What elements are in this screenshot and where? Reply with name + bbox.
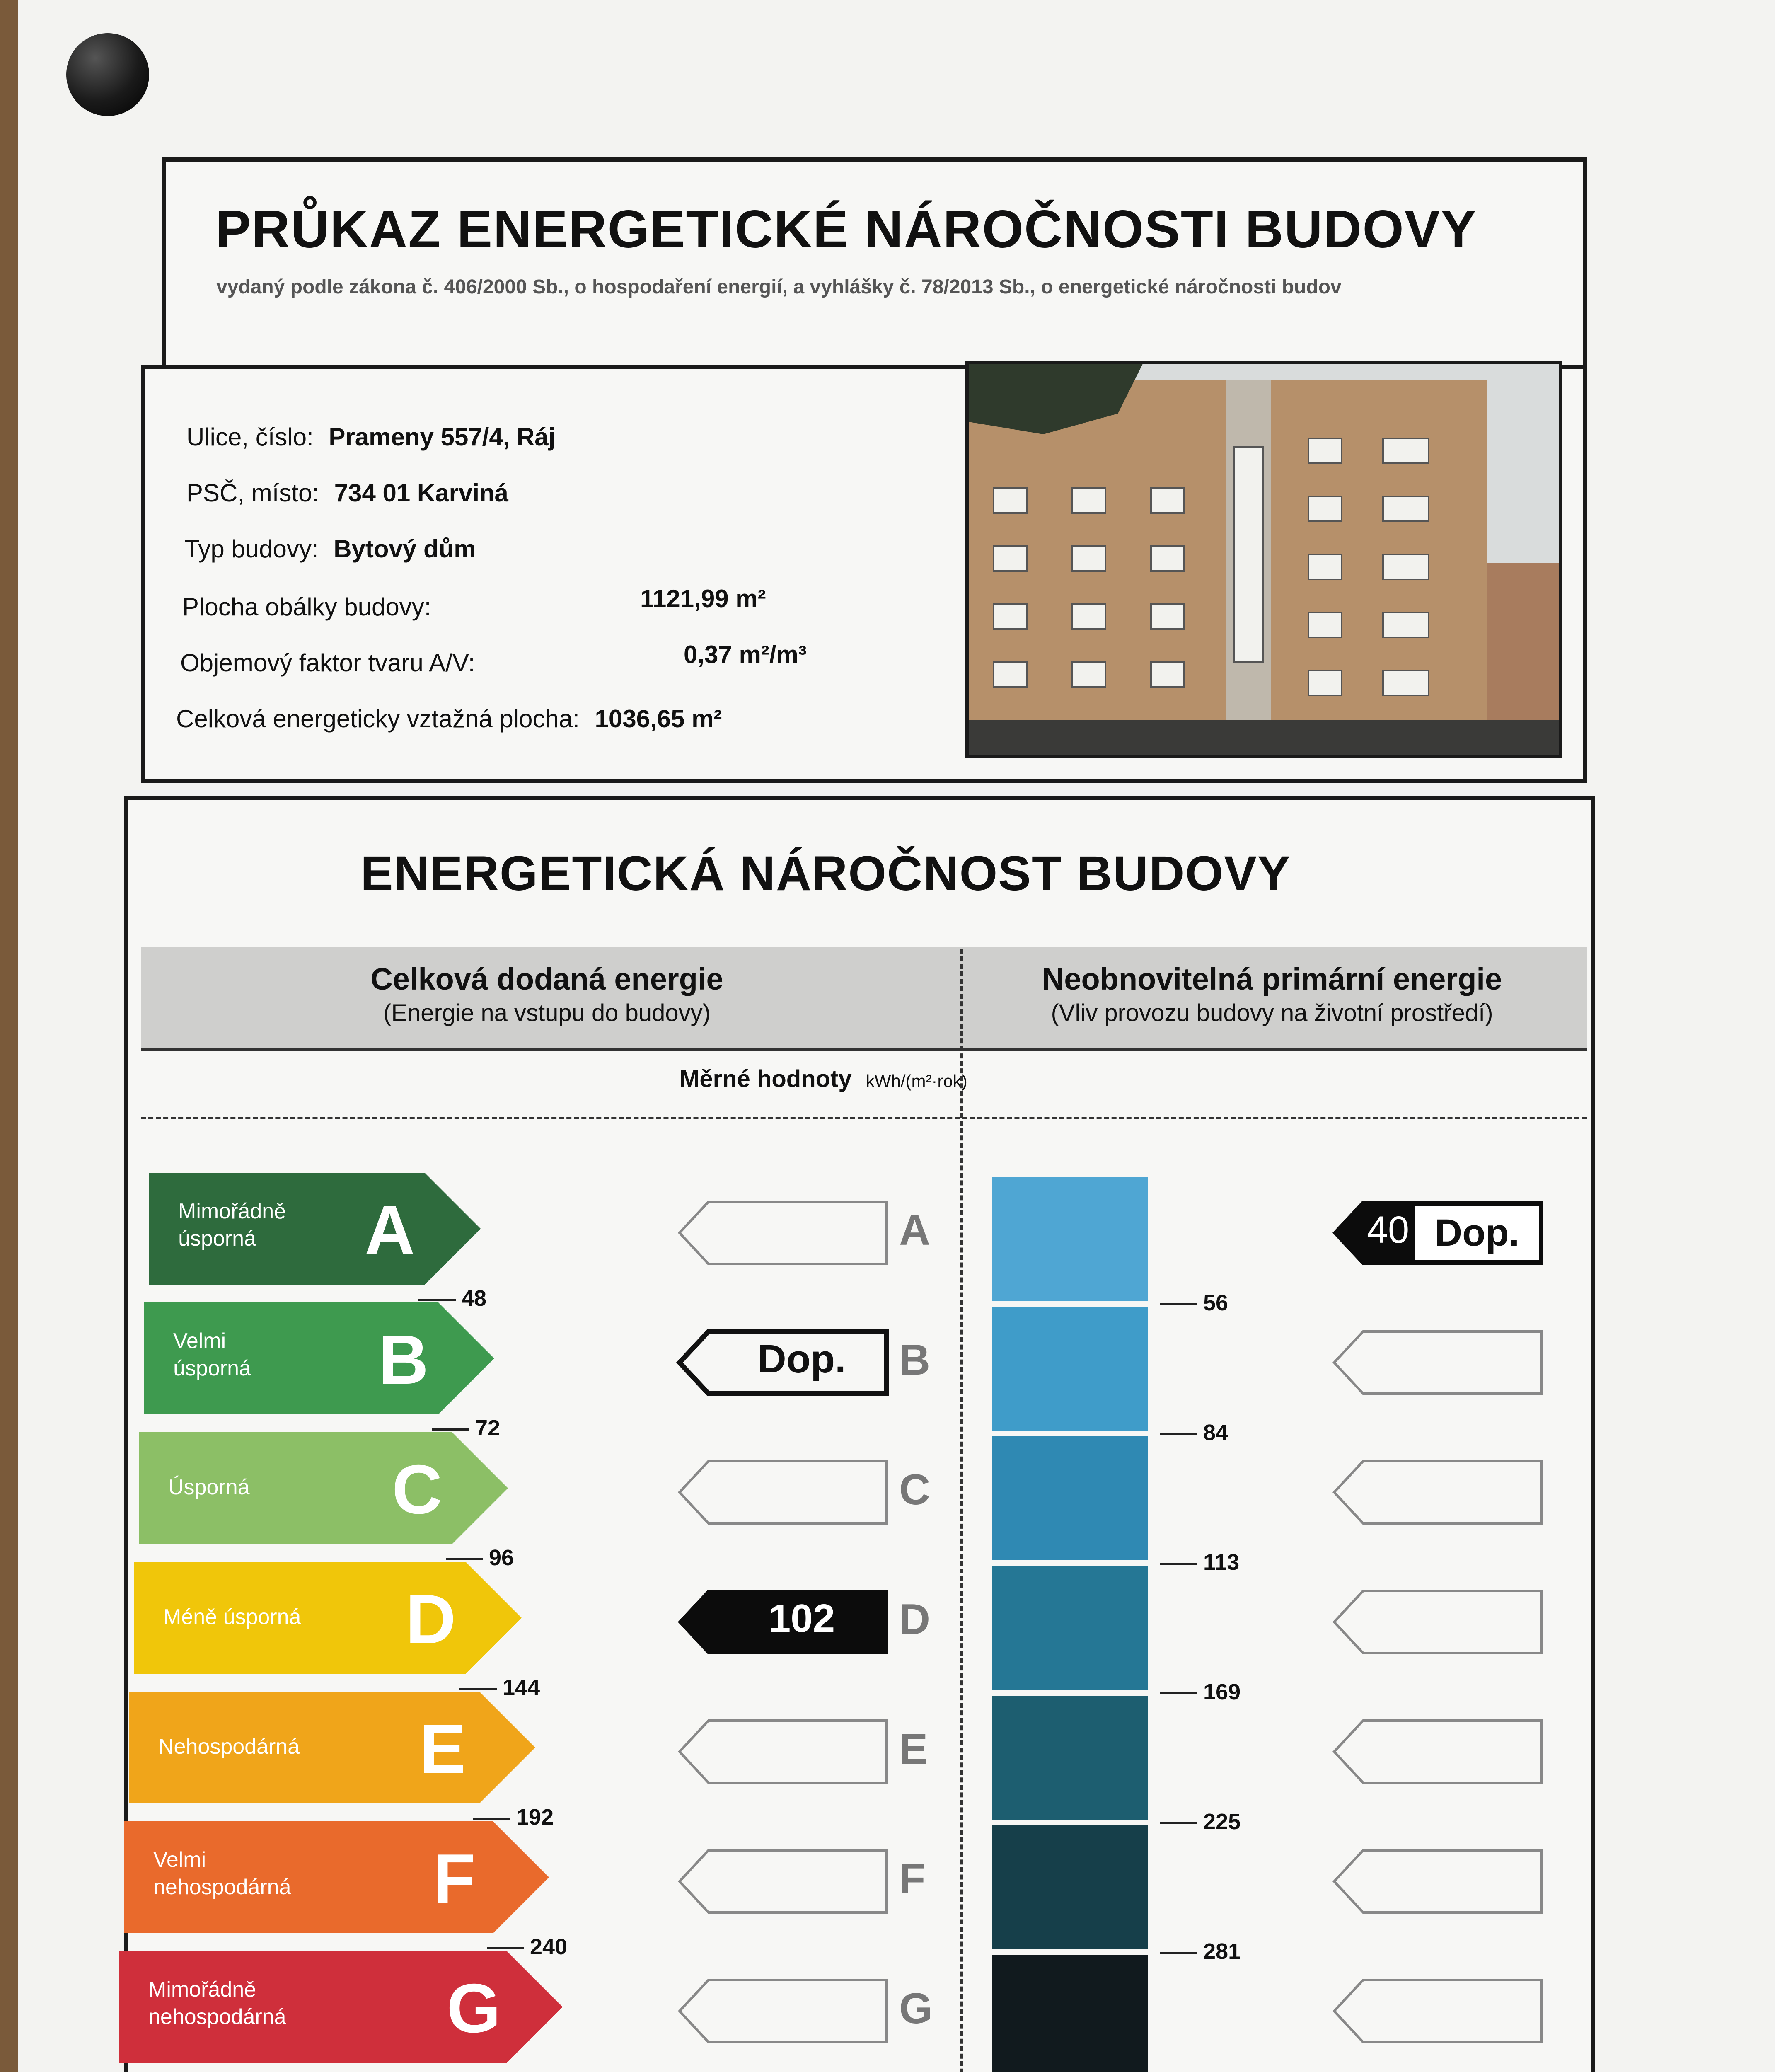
slot-letter: G (899, 1985, 933, 2033)
delivered-threshold: 240 (487, 1934, 567, 1960)
delivered-threshold: 192 (473, 1804, 554, 1830)
energy-rating-title: ENERGETICKÁ NÁROČNOST BUDOVY (360, 846, 1291, 901)
delivered-empty-slot (675, 1846, 891, 1919)
volume-value: 0,37 m²/m³ (684, 641, 807, 668)
street-value: Prameny 557/4, Ráj (329, 423, 556, 451)
class-letter: A (365, 1191, 415, 1269)
class-arrow-a (149, 1173, 481, 1285)
class-label-line1: Méně úsporná (163, 1605, 301, 1629)
marker-shape (675, 1716, 891, 1787)
class-label-line1: Velmi (153, 1848, 206, 1872)
marker-shape (1330, 1587, 1545, 1657)
primary-energy-bar-b (992, 1307, 1148, 1431)
slot-letter: A (899, 1206, 931, 1254)
envelope-label: Plocha obálky budovy: (182, 593, 431, 621)
primary-energy-bar-e (992, 1696, 1148, 1820)
certificate-header-box (162, 157, 1587, 373)
class-letter: C (392, 1450, 443, 1528)
class-arrow-b (144, 1302, 494, 1414)
primary-energy-title: Neobnovitelná primární energie (1042, 962, 1502, 996)
delivered-empty-slot (675, 1716, 891, 1789)
class-label (173, 1327, 251, 1382)
class-letter: F (433, 1840, 476, 1917)
delivered-reference-marker (675, 1327, 891, 1400)
primary-empty-slot (1330, 1587, 1545, 1659)
delivered-threshold: 144 (459, 1675, 540, 1700)
primary-value-marker (1330, 1198, 1545, 1270)
type-value: Bytový dům (334, 535, 476, 563)
street-label: Ulice, číslo: (186, 423, 314, 451)
delivered-energy-subtitle: (Energie na vstupu do budovy) (383, 1000, 711, 1026)
area-label: Celková energeticky vztažná plocha: (176, 705, 580, 733)
primary-threshold: 56 (1160, 1290, 1228, 1316)
primary-empty-slot (1330, 1716, 1545, 1789)
class-label-line2: nehospodárná (153, 1875, 291, 1899)
certificate-subtitle: vydaný podle zákona č. 406/2000 Sb., o hospodaření energií, a vyhlášky č. 78/2013 Sb., o energetické náročnosti budov (216, 276, 1342, 298)
delivered-reference-text: Dop. (757, 1337, 846, 1381)
class-label-line1: Mimořádně (178, 1199, 286, 1223)
delivered-energy-title: Celková dodaná energie (370, 962, 723, 996)
primary-reference-text: Dop. (1415, 1206, 1539, 1260)
slot-letter: B (899, 1336, 931, 1384)
postal-label: PSČ, místo: (186, 479, 319, 507)
delivered-threshold: 72 (432, 1415, 500, 1441)
primary-threshold: 113 (1160, 1549, 1239, 1575)
delivered-threshold: 48 (418, 1285, 486, 1311)
marker-shape (675, 1976, 891, 2046)
class-arrow-d (134, 1562, 522, 1674)
postal-value: 734 01 Karviná (334, 479, 509, 507)
building-photo (965, 361, 1562, 758)
class-arrow-f (124, 1821, 549, 1933)
class-label (168, 1474, 250, 1501)
class-label-line2: nehospodárná (148, 2005, 286, 2029)
primary-threshold: 281 (1160, 1939, 1241, 1964)
envelope-row (182, 593, 431, 621)
class-label (153, 1846, 291, 1901)
specific-values-text: Měrné hodnoty (680, 1065, 852, 1092)
class-letter: D (406, 1580, 456, 1658)
specific-values-unit: kWh/(m²·rok) (866, 1071, 967, 1091)
slot-letter: C (899, 1466, 931, 1514)
envelope-value-row (640, 584, 766, 613)
marker-shape (1330, 1846, 1545, 1917)
marker-shape (1330, 1327, 1545, 1398)
marker-shape (1330, 1716, 1545, 1787)
primary-value-text: 40 (1366, 1209, 1410, 1251)
primary-energy-bar-d (992, 1566, 1148, 1690)
class-label-line1: Nehospodárná (158, 1735, 300, 1759)
delivered-energy-header (166, 961, 928, 1027)
primary-empty-slot (1330, 1327, 1545, 1400)
class-label-line2: úsporná (173, 1356, 251, 1380)
class-label-line1: Mimořádně (148, 1978, 256, 2002)
type-label: Typ budovy: (184, 535, 319, 563)
class-label-line1: Velmi (173, 1329, 226, 1353)
class-arrow-e (129, 1692, 535, 1803)
class-label-line1: Úsporná (168, 1475, 250, 1499)
class-label (163, 1603, 301, 1631)
slot-letter: D (899, 1595, 931, 1644)
primary-energy-subtitle: (Vliv provozu budovy na životní prostředí) (1051, 1000, 1493, 1026)
primary-energy-bar-g (992, 1955, 1148, 2072)
delivered-value-text: 102 (768, 1596, 835, 1641)
volume-row (180, 649, 475, 677)
dashed-divider-horizontal (141, 1117, 1587, 1119)
marker-shape (675, 1457, 891, 1527)
class-label (178, 1198, 286, 1252)
class-label-line2: úsporná (178, 1227, 256, 1251)
class-letter: G (447, 1969, 501, 2047)
delivered-value-marker (675, 1587, 891, 1659)
class-label (158, 1733, 300, 1760)
dashed-divider-vertical (960, 949, 963, 2072)
primary-threshold: 169 (1160, 1679, 1241, 1705)
primary-energy-bar-a (992, 1177, 1148, 1301)
postal-row (186, 479, 508, 507)
delivered-empty-slot (675, 1976, 891, 2048)
marker-shape (1330, 1976, 1545, 2046)
slot-letter: E (899, 1725, 928, 1773)
volume-label: Objemový faktor tvaru A/V: (180, 649, 475, 677)
area-value: 1036,65 m² (595, 705, 722, 733)
class-letter: B (378, 1321, 429, 1399)
primary-empty-slot (1330, 1976, 1545, 2048)
volume-value-row (684, 640, 807, 669)
type-row (184, 535, 476, 563)
primary-threshold: 225 (1160, 1809, 1241, 1835)
class-arrow-c (139, 1432, 508, 1544)
pushpin-icon (66, 33, 149, 116)
marker-shape (1330, 1457, 1545, 1527)
marker-shape (675, 1846, 891, 1917)
class-arrow-g (119, 1951, 563, 2063)
delivered-empty-slot (675, 1457, 891, 1530)
specific-values-label (680, 1065, 967, 1093)
class-letter: E (419, 1710, 466, 1788)
envelope-value: 1121,99 m² (640, 585, 766, 612)
building-photo-drawing (969, 364, 1559, 755)
primary-energy-header (965, 961, 1579, 1027)
primary-empty-slot (1330, 1457, 1545, 1530)
certificate-title: PRŮKAZ ENERGETICKÉ NÁROČNOSTI BUDOVY (215, 200, 1477, 259)
primary-energy-bar-c (992, 1436, 1148, 1560)
primary-empty-slot (1330, 1846, 1545, 1919)
area-row (176, 704, 722, 733)
corkboard (0, 0, 18, 2072)
slot-letter: F (899, 1855, 926, 1903)
street-row (186, 423, 555, 451)
class-label (148, 1976, 286, 2031)
delivered-threshold: 96 (446, 1545, 514, 1571)
marker-shape (675, 1198, 891, 1268)
primary-threshold: 84 (1160, 1420, 1228, 1445)
delivered-empty-slot (675, 1198, 891, 1270)
primary-energy-bar-f (992, 1825, 1148, 1949)
